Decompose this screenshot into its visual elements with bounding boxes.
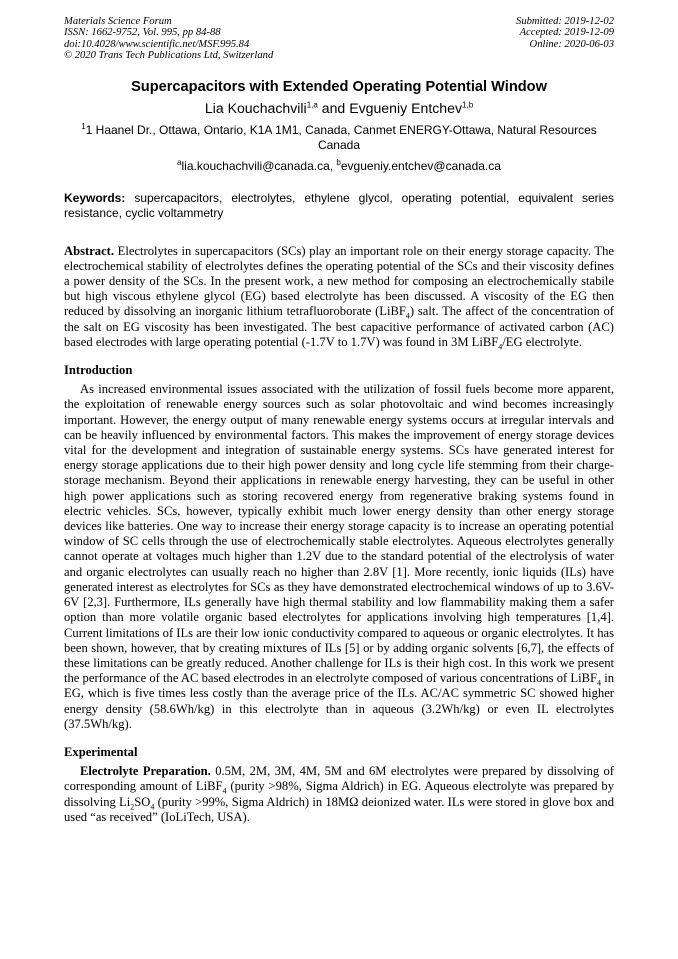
journal-info bbox=[64, 16, 273, 62]
author-separator: and bbox=[317, 99, 350, 116]
subscript: 4 bbox=[498, 342, 503, 352]
email-link: lia.kouchachvili@canada.ca, bbox=[181, 158, 337, 173]
paragraph-text: 0.5M, 2M, 3M, 4M, 5M and 6M electrolytes were prepared by dissolving of corresponding amount of LiBF bbox=[64, 764, 615, 794]
experimental-paragraph bbox=[64, 764, 614, 825]
accepted-date: Accepted: 2019-12-09 bbox=[519, 27, 614, 39]
affiliation-mark: 1 bbox=[81, 121, 86, 131]
subscript: 4 bbox=[597, 678, 602, 688]
submitted-date: Submitted: 2019-12-02 bbox=[516, 16, 614, 27]
paragraph-lead: Electrolyte Preparation. bbox=[80, 764, 211, 779]
paragraph-text: (purity >99%, Sigma Aldrich) in 18MΩ deionized water. ILs were stored in glove box and used “as received” (IoLiTech, USA). bbox=[64, 794, 615, 824]
subscript: 2 bbox=[130, 802, 135, 812]
affiliation-text: 1 Haanel Dr., Ottawa, Ontario, K1A 1M1, Canada, Canmet ENERGY-Ottawa, Natural Resources Canada bbox=[85, 122, 597, 152]
email-mark: a bbox=[177, 157, 182, 167]
affiliation bbox=[64, 123, 614, 153]
section-heading-experimental: Experimental bbox=[64, 744, 138, 759]
online-date: Online: 2020-06-03 bbox=[529, 38, 614, 50]
email-link: evgueniy.entchev@canada.ca bbox=[340, 158, 501, 173]
abstract-text: ) salt. The affect of the concentration of the salt on EG viscosity has been investigated. The best capacitive performance of activated carbon (AC) based electrodes with large operating potential (-1.7V to 1.7V) was found in 3M LiBF bbox=[64, 304, 614, 349]
abstract-label: Abstract. bbox=[64, 243, 115, 258]
abstract-text: /EG electrolyte. bbox=[502, 334, 583, 349]
abstract-text: Electrolytes in supercapacitors (SCs) play an important role on their energy storage capacity. The electrochemical stability of electrolytes defines the operating potential of the SCs and their viscosity defines a power density of the SCs. In the present work, a new method for composing an electrochemically stabile but high viscous ethylene glycol (EG) based electrolyte has been discussed. A viscosity of the EG then reduced by dissolving an inorganic lithium tetrafluoroborate (LiBF bbox=[64, 243, 614, 319]
keywords bbox=[64, 191, 614, 221]
subscript: 4 bbox=[150, 802, 155, 812]
paragraph-text: in EG, which is five times less costly than the average price of the ILs. AC/AC symmetric SC showed higher energy density (58.6Wh/kg) in this electrolyte than in aqueous (3.2Wh/kg) or even IL electrolytes (37.5Wh/kg). bbox=[64, 671, 615, 731]
email-mark: b bbox=[336, 157, 341, 167]
author-name: Lia Kouchachvili bbox=[204, 99, 307, 116]
paragraph-text: As increased environmental issues associated with the utilization of fossil fuels become more apparent, the exploitation of renewable energy sources such as solar photovoltaic and wind becomes increasingly important. However, the energy output of many renewable energy systems occurs at irregular intervals and can be heavily influenced by environmental factors. This makes the improvement of energy storage devices vital for the development and integration of sustainable energy systems. SCs have generated interest for energy storage applications due to their high power density and long cycle life stemming from their charge-storage mechanism. Beyond their applications in renewable energy harvesting, they can be useful in other high power applications such as storing recovered energy from regenerative braking systems found in electric vehicles. SCs, however, typically exhibit much lower energy density than other energy storage devices like batteries. One way to increase their energy storage capacity is to increase an operating potential window of SC cells through the use of electrochemically stable electrolytes. Aqueous electrolytes generally cannot operate at voltages much higher than 1.2V due to the standard potential of the electrolysis of water and organic electrolytes can usually reach no higher than 2.8V [1]. More recently, ionic liquids (ILs) have generated interest as electrolytes for SCs as they have demonstrated electrochemical windows of up to 3.6V- 6V [2,3]. Furthermore, ILs generally have high thermal stability and low flammability making them a safer option than more volatile organic based electrolytes for applications involving high temperatures [1,4]. Current limitations of ILs are their low ionic conductivity compared to aqueous or organic electrolytes. It has been shown, however, that by creating mixtures of ILs [5] or by adding organic solvents [6,7], the effects of these limitations can be greatly reduced. Another challenge for ILs is their high cost. In this work we present the performance of the AC based electrodes in an electrolyte composed of various concentrations of LiBF bbox=[64, 382, 614, 686]
keywords-label: Keywords: bbox=[64, 190, 126, 205]
author-name: Evgueniy Entchev bbox=[349, 99, 463, 116]
paper-page bbox=[64, 16, 614, 825]
doi-line: doi:10.4028/www.scientific.net/MSF.995.84 bbox=[64, 38, 250, 50]
journal-name: Materials Science Forum bbox=[64, 16, 172, 27]
section-heading-introduction: Introduction bbox=[64, 363, 133, 378]
paper-title: Supercapacitors with Extended Operating Potential Window bbox=[131, 78, 547, 95]
copyright-line: © 2020 Trans Tech Publications Ltd, Switzerland bbox=[64, 50, 274, 62]
paragraph-text: SO bbox=[134, 794, 151, 809]
subscript: 4 bbox=[222, 786, 227, 796]
author-affiliation-mark: 1,b bbox=[462, 99, 474, 109]
author-list bbox=[64, 99, 614, 117]
abstract bbox=[64, 244, 614, 350]
paragraph-text: (purity >98%, Sigma Aldrich) in EG. Aqueous electrolyte was prepared by dissolving Li bbox=[64, 779, 614, 809]
author-affiliation-mark: 1,a bbox=[306, 99, 318, 109]
issn-line: ISSN: 1662-9752, Vol. 995, pp 84-88 bbox=[64, 27, 221, 39]
introduction-paragraph bbox=[64, 382, 614, 732]
publication-header bbox=[64, 16, 614, 62]
keywords-text: supercapacitors, electrolytes, ethylene glycol, operating potential, equivalent series resistance, cyclic voltammetry bbox=[64, 190, 614, 220]
dates-info bbox=[516, 16, 614, 62]
author-emails bbox=[64, 159, 614, 174]
subscript: 4 bbox=[405, 311, 410, 321]
